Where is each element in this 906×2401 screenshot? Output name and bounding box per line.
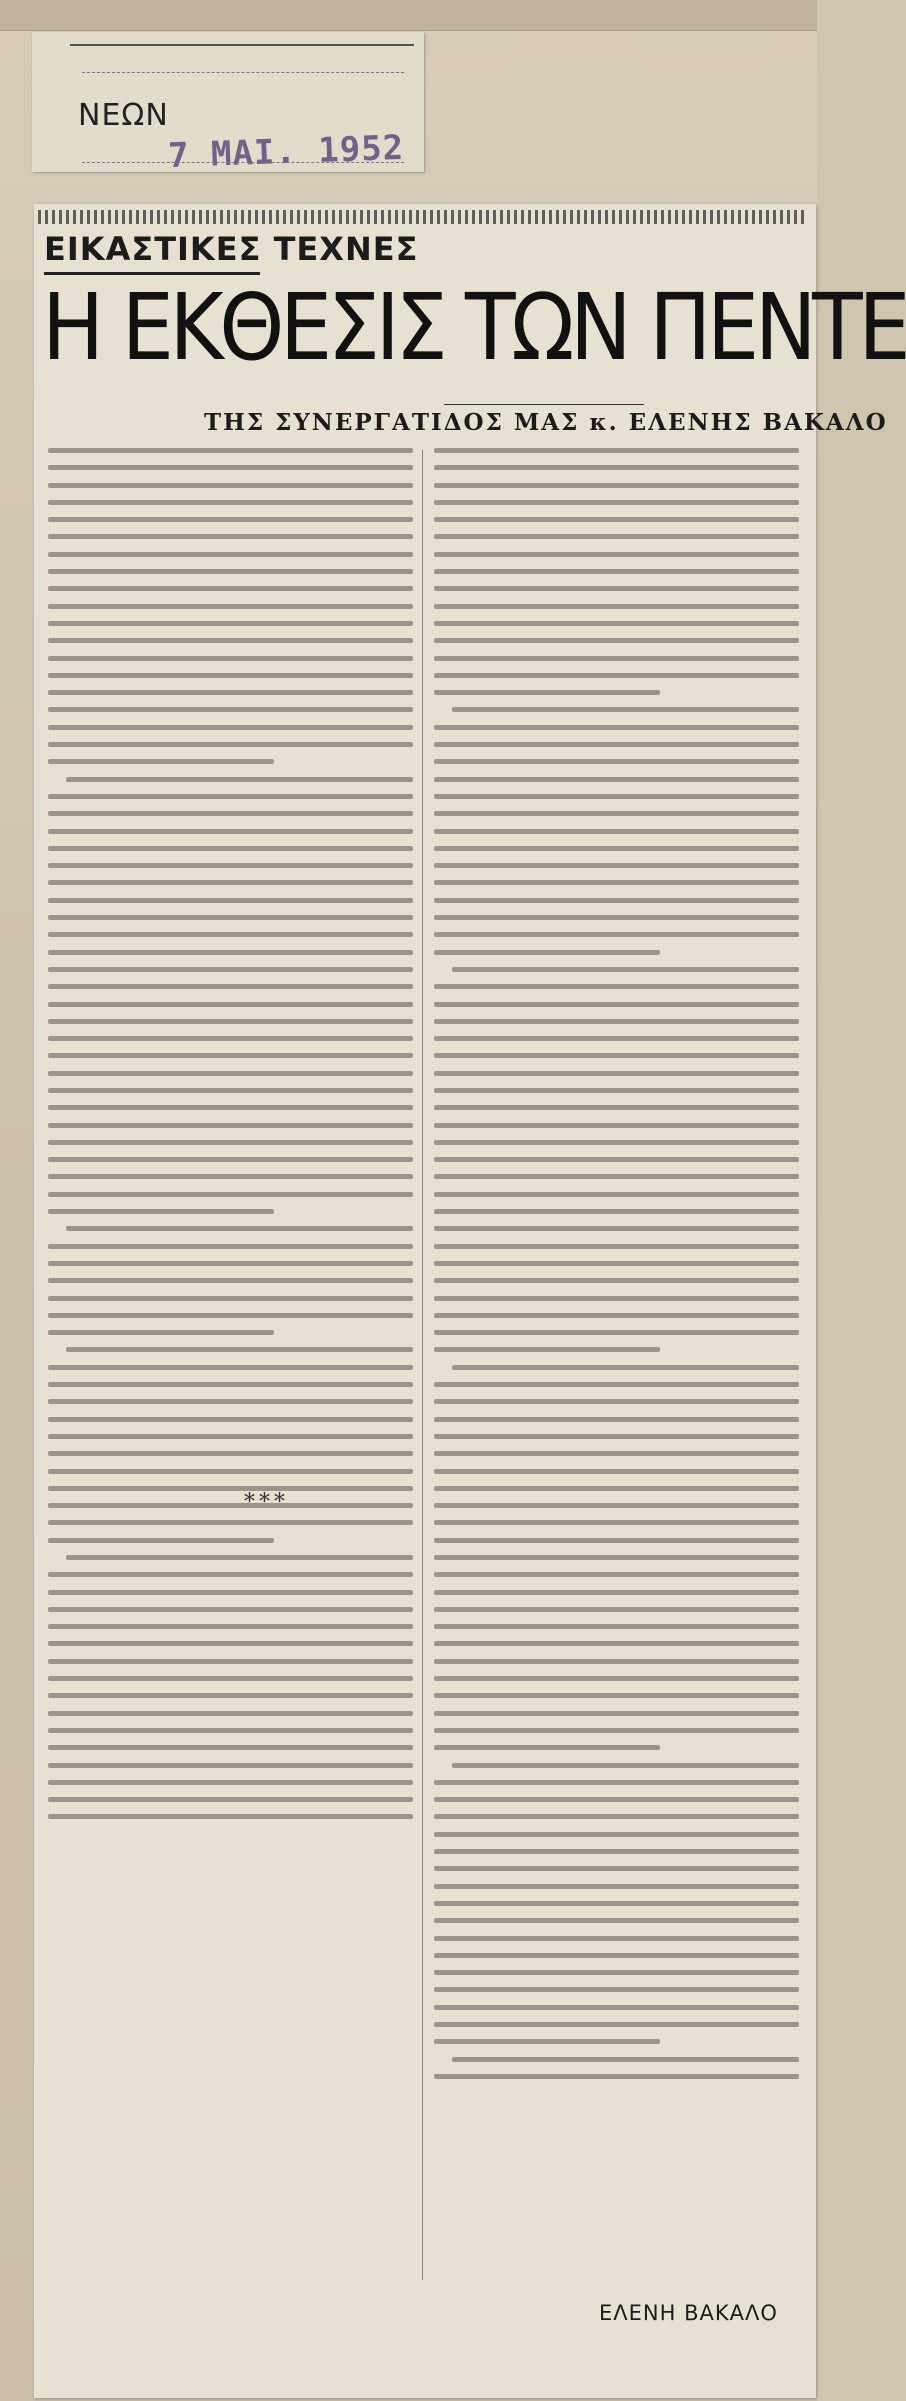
body-text-line <box>434 1036 799 1041</box>
body-text-line <box>434 932 799 937</box>
body-text-line <box>48 1123 413 1128</box>
body-text-line <box>434 1296 799 1301</box>
body-text-line <box>48 984 413 989</box>
body-text-line <box>434 1123 799 1128</box>
body-text-line <box>434 1399 799 1404</box>
top-margin-strip <box>0 0 817 31</box>
body-text-line <box>48 1036 413 1041</box>
body-text-line <box>434 1451 799 1456</box>
author-signature: ΕΛΕΝΗ ΒΑΚΑΛΟ <box>599 2301 778 2325</box>
body-text-line <box>48 1797 413 1802</box>
body-text-line <box>434 1053 799 1058</box>
body-text-line <box>434 811 799 816</box>
body-text-line <box>48 483 413 488</box>
body-text-line <box>434 1866 799 1871</box>
body-text-line <box>48 1486 413 1491</box>
body-text-line <box>452 1365 799 1370</box>
body-text-line <box>48 1590 413 1595</box>
body-text-line <box>452 707 799 712</box>
body-text-line <box>48 1244 413 1249</box>
body-text-line <box>434 1313 799 1318</box>
body-text-line <box>48 950 413 955</box>
body-text-line <box>434 1814 799 1819</box>
body-text-line <box>434 1520 799 1525</box>
masthead-rule <box>70 44 414 46</box>
body-text-line <box>48 1745 413 1750</box>
body-text-line <box>48 621 413 626</box>
body-text-line <box>434 1071 799 1076</box>
body-text-line <box>434 604 799 609</box>
body-text-line <box>434 1676 799 1681</box>
body-text-line <box>48 1520 413 1525</box>
body-text-line <box>48 552 413 557</box>
body-text-line <box>434 500 799 505</box>
body-text-line <box>434 517 799 522</box>
body-text-line <box>48 967 413 972</box>
body-text-line <box>48 1157 413 1162</box>
body-text-line <box>48 742 413 747</box>
body-text-line <box>48 1140 413 1145</box>
body-text-line <box>434 1728 799 1733</box>
body-text-line <box>48 1174 413 1179</box>
body-text-line <box>48 1572 413 1577</box>
article-clipping <box>34 204 906 2398</box>
body-text-line <box>48 759 274 764</box>
body-text-line <box>452 1763 799 1768</box>
body-text-line <box>48 932 413 937</box>
body-text-line <box>434 2074 799 2079</box>
body-text-line <box>48 656 413 661</box>
masthead-dash-bottom <box>82 162 404 163</box>
body-text-line <box>434 1434 799 1439</box>
body-text-line <box>434 1538 799 1543</box>
body-text-line <box>48 829 413 834</box>
body-text-line <box>434 1641 799 1646</box>
article-byline: ΤΗΣ ΣΥΝΕΡΓΑΤΙΔΟΣ ΜΑΣ κ. ΕΛΕΝΗΣ ΒΑΚΑΛΟ <box>204 409 888 436</box>
body-text-line <box>48 465 413 470</box>
body-text-line <box>434 1486 799 1491</box>
body-text-line <box>48 448 413 453</box>
body-text-line <box>66 1555 413 1560</box>
body-text-line <box>434 1572 799 1577</box>
body-text-line <box>434 1555 799 1560</box>
body-text-line <box>48 1261 413 1266</box>
body-text-line <box>48 1330 274 1335</box>
body-text-line <box>434 1261 799 1266</box>
body-text-line <box>48 1365 413 1370</box>
body-text-line <box>48 707 413 712</box>
body-text-line <box>434 1382 799 1387</box>
body-text-line <box>434 1157 799 1162</box>
body-text-line <box>48 1607 413 1612</box>
body-text-line <box>434 794 799 799</box>
body-text-line <box>48 794 413 799</box>
body-text-line <box>434 1105 799 1110</box>
body-text-line <box>48 586 413 591</box>
body-text-line <box>434 1987 799 1992</box>
body-text-line <box>434 465 799 470</box>
body-text-line <box>48 517 413 522</box>
body-text-line <box>66 1347 413 1352</box>
body-text-line <box>48 534 413 539</box>
body-text-line <box>48 1088 413 1093</box>
body-text-line <box>434 1002 799 1007</box>
body-text-line <box>434 1780 799 1785</box>
body-text-line <box>434 1711 799 1716</box>
body-text-line <box>48 1382 413 1387</box>
body-text-line <box>434 448 799 453</box>
body-text-line <box>434 1659 799 1664</box>
body-text-line <box>48 1451 413 1456</box>
body-text-line <box>48 1313 413 1318</box>
masthead-dash <box>82 72 404 73</box>
body-text-line <box>48 863 413 868</box>
body-text-line <box>434 759 799 764</box>
body-text-line <box>434 880 799 885</box>
section-separator: *** <box>244 1490 289 1515</box>
body-text-line <box>48 1417 413 1422</box>
body-text-line <box>434 1469 799 1474</box>
body-column-left <box>48 448 413 2278</box>
body-text-line <box>434 846 799 851</box>
body-text-line <box>434 621 799 626</box>
body-text-line <box>48 725 413 730</box>
masthead-clipping <box>32 32 424 177</box>
body-text-line <box>434 1209 799 1214</box>
body-text-line <box>48 1780 413 1785</box>
body-text-line <box>434 950 660 955</box>
body-text-line <box>434 1832 799 1837</box>
byline-rule <box>444 404 644 405</box>
body-text-line <box>434 1624 799 1629</box>
date-stamp: 7 MAI. 1952 <box>167 127 405 177</box>
body-text-line <box>434 1417 799 1422</box>
body-text-line <box>434 742 799 747</box>
body-text-line <box>48 1053 413 1058</box>
body-text-line <box>434 534 799 539</box>
body-text-line <box>434 1174 799 1179</box>
body-text-line <box>434 1745 660 1750</box>
body-text-line <box>48 1624 413 1629</box>
body-text-line <box>434 1278 799 1283</box>
body-text-line <box>48 1676 413 1681</box>
body-text-line <box>434 1918 799 1923</box>
body-text-line <box>48 1071 413 1076</box>
body-text-line <box>48 811 413 816</box>
body-text-line <box>434 1936 799 1941</box>
body-text-line <box>434 656 799 661</box>
body-text-line <box>48 604 413 609</box>
body-text-line <box>434 1797 799 1802</box>
body-text-line <box>48 638 413 643</box>
body-text-line <box>434 777 799 782</box>
body-text-line <box>434 690 660 695</box>
body-text-line <box>452 967 799 972</box>
body-column-right <box>434 448 799 2278</box>
body-text-line <box>434 1140 799 1145</box>
body-text-line <box>48 1693 413 1698</box>
body-text-line <box>66 777 413 782</box>
newspaper-name: ΝΕΩΝ <box>78 98 169 133</box>
body-text-line <box>434 638 799 643</box>
body-text-line <box>434 1901 799 1906</box>
body-text-line <box>434 915 799 920</box>
body-text-line <box>434 483 799 488</box>
body-text-line <box>434 1849 799 1854</box>
body-text-line <box>434 2005 799 2010</box>
body-text-line <box>48 1296 413 1301</box>
column-divider <box>422 450 423 2280</box>
body-text-line <box>434 1693 799 1698</box>
body-text-line <box>434 1607 799 1612</box>
body-text-line <box>434 725 799 730</box>
body-text-line <box>434 898 799 903</box>
body-text-line <box>48 915 413 920</box>
body-text-line <box>48 1278 413 1283</box>
body-text-line <box>48 1538 274 1543</box>
body-text-line <box>48 1002 413 1007</box>
body-text-line <box>434 1970 799 1975</box>
body-text-line <box>434 1347 660 1352</box>
body-text-line <box>434 1019 799 1024</box>
body-text-line <box>48 1434 413 1439</box>
body-text-line <box>434 1244 799 1249</box>
body-text-line <box>434 1590 799 1595</box>
body-text-line <box>48 1019 413 1024</box>
body-text-line <box>48 673 413 678</box>
body-text-line <box>434 1088 799 1093</box>
body-text-line <box>434 569 799 574</box>
body-text-line <box>48 1814 413 1819</box>
article-headline: Η ΕΚΘΕΣΙΣ ΤΩΝ ΠΕΝΤΕ <box>42 274 906 381</box>
body-text-line <box>434 829 799 834</box>
body-text-line <box>48 1399 413 1404</box>
body-text-line <box>48 1469 413 1474</box>
body-text-line <box>434 863 799 868</box>
body-text-line <box>434 586 799 591</box>
body-text-line <box>48 846 413 851</box>
body-text-line <box>48 1209 274 1214</box>
body-text-line <box>434 552 799 557</box>
body-text-line <box>434 1884 799 1889</box>
body-text-line <box>48 569 413 574</box>
section-heading: ΕΙΚΑΣΤΙΚΕΣ ΤΕΧΝΕΣ <box>44 230 419 268</box>
body-text-line <box>434 2039 660 2044</box>
body-text-line <box>434 673 799 678</box>
top-hatch-rule <box>38 210 808 224</box>
body-text-line <box>66 1226 413 1231</box>
body-text-line <box>48 1763 413 1768</box>
body-text-line <box>434 1330 799 1335</box>
body-text-line <box>48 880 413 885</box>
body-text-line <box>434 1953 799 1958</box>
body-text-line <box>48 1728 413 1733</box>
body-text-line <box>48 1711 413 1716</box>
body-text-line <box>434 1226 799 1231</box>
body-text-line <box>48 1503 413 1508</box>
body-text-line <box>452 2057 799 2062</box>
body-text-line <box>48 898 413 903</box>
body-text-line <box>48 500 413 505</box>
body-text-line <box>48 1105 413 1110</box>
body-text-line <box>48 1659 413 1664</box>
body-text-line <box>434 1192 799 1197</box>
body-text-line <box>434 1503 799 1508</box>
body-text-line <box>434 2022 799 2027</box>
body-text-line <box>434 984 799 989</box>
body-text-line <box>48 690 413 695</box>
body-text-line <box>48 1641 413 1646</box>
body-text-line <box>48 1192 413 1197</box>
